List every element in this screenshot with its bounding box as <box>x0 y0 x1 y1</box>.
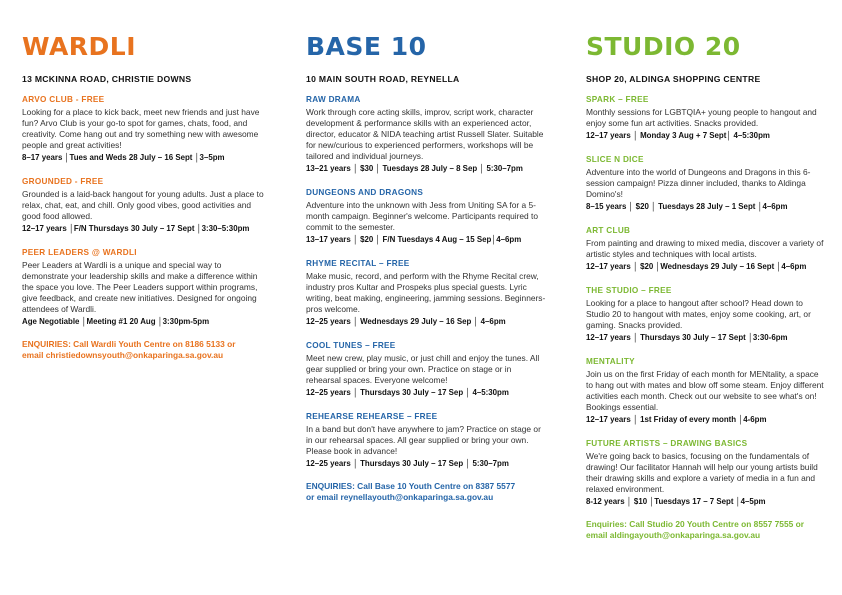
program-title: SPARK – FREE <box>586 95 649 104</box>
program-details: 12–25 years │ Wednesdays 29 July – 16 Sep │ 4–6pm <box>306 317 506 326</box>
program-description: Make music, record, and perform with the Rhyme Recital crew, industry pros Kultar and Prospeks plus special guests. Lyric writing, beat making, engineering, jamming sessions. Beginners-pros welcome. <box>306 271 546 314</box>
program-details: 8–15 years │ $20 │ Tuesdays 28 July – 1 Sept │4–6pm <box>586 202 788 211</box>
program-details: 12–25 years │ Thursdays 30 July – 17 Sep │ 5:30–7pm <box>306 459 509 468</box>
enquiry-wardli <box>22 339 264 361</box>
enquiry-base10 <box>306 481 548 503</box>
program-description: From painting and drawing to mixed media, discover a variety of artistic styles and techniques with local artists. <box>586 238 824 259</box>
program-description: Grounded is a laid-back hangout for young adults. Just a place to relax, chat, eat, and chill. Only good vibes, good activities and good food allowed. <box>22 189 264 221</box>
program-title: FUTURE ARTISTS – DRAWING BASICS <box>586 439 748 448</box>
enquiry-line-phone: ENQUIRIES: Call Base 10 Youth Centre on 8387 5577 <box>306 481 516 491</box>
centre-address-base10: 10 MAIN SOUTH ROAD, REYNELLA <box>306 74 460 84</box>
program-raw-drama <box>306 93 548 174</box>
program-peer-leaders <box>22 246 264 327</box>
centre-title-studio20: STUDIO 20 <box>586 32 741 61</box>
program-cool-tunes <box>306 339 548 398</box>
column-base10 <box>306 0 548 503</box>
program-details: 12–17 years │ 1st Friday of every month │4-6pm <box>586 415 767 424</box>
enquiry-line-phone: ENQUIRIES: Call Wardli Youth Centre on 8186 5133 or <box>22 339 236 349</box>
program-rhyme-recital <box>306 257 548 327</box>
program-details: 12–17 years │F/N Thursdays 30 July – 17 Sept │3:30–5:30pm <box>22 224 250 233</box>
enquiry-studio20 <box>586 519 826 541</box>
program-description: Work through core acting skills, improv, script work, character development & performance skills with an experienced actor, director, educator & NIDA teaching artist Russell Slater. Suitable for new/curious to experienced performers, workshops will be tailored and individual journeys. <box>306 107 544 161</box>
column-studio20 <box>586 0 826 541</box>
program-details: 8-12 years │ $10 │Tuesdays 17 – 7 Sept │4–5pm <box>586 497 766 506</box>
program-description: Looking for a place to kick back, meet new friends and just have fun? Arvo Club is your go-to spot for games, chats, food, and creativity. Come hang out and try something new with awesome people and great activities! <box>22 107 260 150</box>
program-title: THE STUDIO – FREE <box>586 286 672 295</box>
program-the-studio <box>586 284 826 343</box>
program-rehearse-rehearse <box>306 410 548 469</box>
program-description: In a band but don't have anywhere to jam? Practice on stage or in our rehearsal spaces. All gear supplied or bring your own. Please book in advance! <box>306 424 541 456</box>
program-details: Age Negotiable │Meeting #1 20 Aug │3:30pm-5pm <box>22 317 210 326</box>
program-details: 12–17 years │ Thursdays 30 July – 17 Sept │3:30-6pm <box>586 333 788 342</box>
program-title: GROUNDED - FREE <box>22 177 104 186</box>
centre-address-studio20: SHOP 20, ALDINGA SHOPPING CENTRE <box>586 74 761 84</box>
program-art-club <box>586 224 826 272</box>
program-description: Monthly sessions for LGBTQIA+ young people to hangout and enjoy some fun art activities. Snacks provided. <box>586 107 817 128</box>
program-mentality <box>586 355 826 425</box>
program-spark <box>586 93 826 141</box>
program-slice-n-dice <box>586 153 826 212</box>
program-future-artists <box>586 437 826 507</box>
program-arvo-club <box>22 93 264 163</box>
program-title: RAW DRAMA <box>306 95 361 104</box>
program-title: RHYME RECITAL – FREE <box>306 259 410 268</box>
program-details: 13–17 years │ $20 │ F/N Tuesdays 4 Aug – 15 Sep│4–6pm <box>306 235 522 244</box>
program-grounded <box>22 175 264 234</box>
program-description: Join us on the first Friday of each month for MENtality, a space to hang out with mates and blow off some steam. Enjoy different activities each month. Check out our website to see what's on! Bookings essential. <box>586 369 824 412</box>
program-title: MENTALITY <box>586 357 635 366</box>
column-wardli <box>22 0 264 361</box>
program-description: Adventure into the unknown with Jess from Uniting SA for a 5-month campaign. Beginner's welcome. Participants required to commit to the semester. <box>306 200 539 232</box>
enquiry-line-email[interactable]: email aldingayouth@onkaparinga.sa.gov.au <box>586 530 761 540</box>
program-title: PEER LEADERS @ WARDLI <box>22 248 137 257</box>
program-details: 13–21 years │ $30 │ Tuesdays 28 July – 8 Sep │ 5:30–7pm <box>306 164 523 173</box>
program-title: REHEARSE REHEARSE – FREE <box>306 412 438 421</box>
program-details: 12–25 years │ Thursdays 30 July – 17 Sep │ 4–5:30pm <box>306 388 509 397</box>
program-description: Looking for a place to hangout after school? Head down to Studio 20 to hangout with mates, enjoy some cooking, art, or gaming. Snacks provided. <box>586 298 811 330</box>
program-title: ARVO CLUB - FREE <box>22 95 105 104</box>
centre-title-base10: BASE 10 <box>306 32 427 61</box>
program-title: COOL TUNES – FREE <box>306 341 396 350</box>
program-description: Adventure into the world of Dungeons and Dragons in this 6-session campaign! Pizza dinner included, thanks to Aldinga Domino's! <box>586 167 811 199</box>
program-description: Meet new crew, play music, or just chill and enjoy the tunes. All gear supplied or bring your own. Practice on stage or in rehearsal spaces. Everyone welcome! <box>306 353 540 385</box>
centre-address-wardli: 13 MCKINNA ROAD, CHRISTIE DOWNS <box>22 74 192 84</box>
program-details: 12–17 years │ Monday 3 Aug + 7 Sept│ 4–5:30pm <box>586 131 770 140</box>
enquiry-line-email[interactable]: or email reynellayouth@onkaparinga.sa.gov.au <box>306 492 494 502</box>
enquiry-line-email[interactable]: email christiedownsyouth@onkaparinga.sa.gov.au <box>22 350 224 360</box>
program-title: ART CLUB <box>586 226 631 235</box>
program-title: DUNGEONS AND DRAGONS <box>306 188 424 197</box>
program-dungeons-and-dragons <box>306 186 548 245</box>
program-description: Peer Leaders at Wardli is a unique and special way to demonstrate your leadership skills and make a difference within the space you love. The Peer Leaders support within programs, give feedback, and create new initiatives. Designed for ongoing attendees of Wardli. <box>22 260 258 314</box>
program-title: SLICE N DICE <box>586 155 644 164</box>
program-details: 8–17 years │Tues and Weds 28 July – 16 Sept │3–5pm <box>22 153 225 162</box>
enquiry-line-phone: Enquiries: Call Studio 20 Youth Centre on 8557 7555 or <box>586 519 804 529</box>
centre-title-wardli: WARDLI <box>22 32 137 61</box>
program-details: 12–17 years │ $20 │Wednesdays 29 July – 16 Sept │4–6pm <box>586 262 807 271</box>
program-description: We're going back to basics, focusing on the fundamentals of drawing! Our facilitator Hannah will help our young artists build their drawing skills and explore a variety of media in a fun and relaxed environment. <box>586 451 818 494</box>
